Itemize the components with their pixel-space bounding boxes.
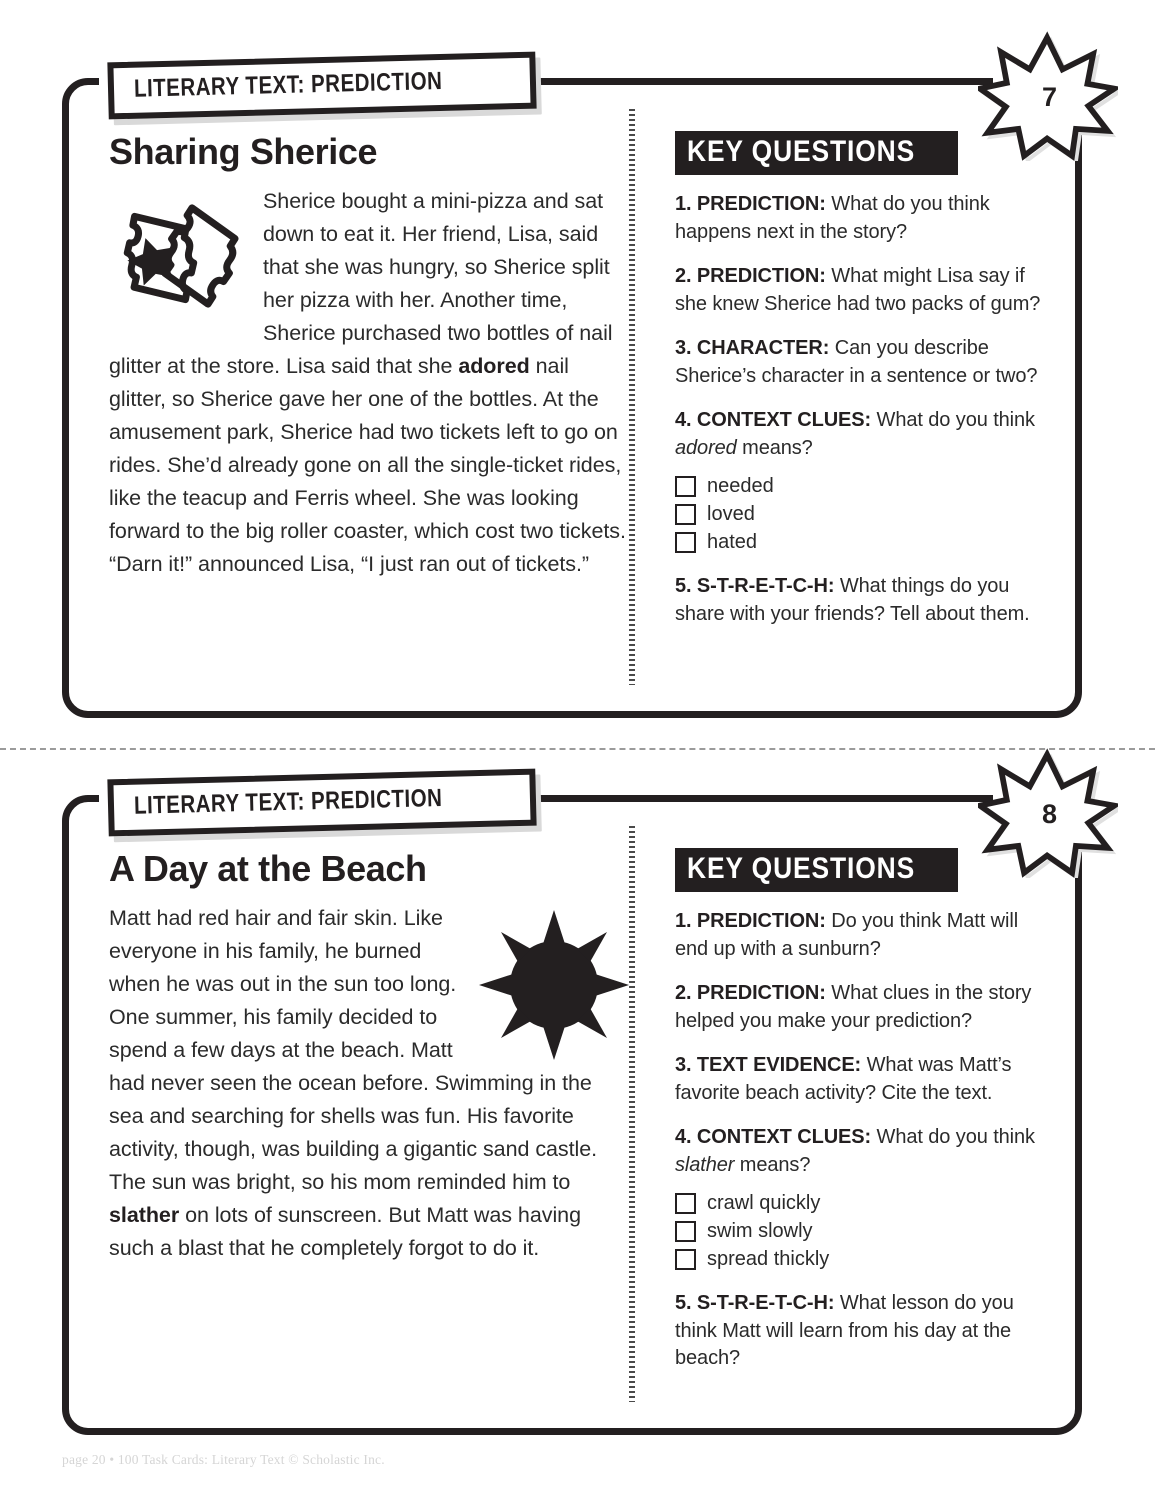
question-1-label: 1. PREDICTION: [675,910,826,932]
story-paragraph-1: Sherice bought a mini-pizza and sat down to eat it. Her friend, Lisa, said that she was hungry, so Sherice split her pizza with her. Another time, Sherice purchased two bottles of nail glitter at the store. Lisa said that she [109,189,613,378]
question-5-label: 5. S-T-R-E-T-C-H: [675,575,835,597]
card-number-badge [978,31,1118,161]
card-number: 7 [1041,81,1058,112]
question-1 [675,191,1055,246]
question-5-label: 5. S-T-R-E-T-C-H: [675,1292,835,1314]
card-number: 8 [1041,798,1058,829]
option-label: swim slowly [707,1220,813,1242]
story-paragraph-2: on lots of sunscreen. But Matt was having such a blast that he completely forgot to do it. [109,1203,581,1260]
question-1-text: What do you think happens next in the story? [675,193,990,243]
option-swim-slowly[interactable] [675,1218,1055,1245]
question-5-text: What lesson do you think Matt will learn from his day at the beach? [675,1292,1014,1369]
checkbox-icon[interactable] [675,1249,696,1270]
question-2-text: What might Lisa say if she knew Sherice had two packs of gum? [675,265,1041,315]
question-3-text: What was Matt’s favorite beach activity? Cite the text. [675,1054,1012,1104]
option-label: loved [707,503,755,525]
card-category-tab [107,769,536,837]
page-title: Sharing Sherice [109,131,378,172]
key-questions-header [675,848,958,892]
task-card-7 [62,78,1082,718]
option-label: spread thickly [707,1248,830,1270]
question-1 [675,908,1055,963]
question-5-text: What things do you share with your friends? Tell about them. [675,575,1030,625]
story-column [69,802,629,1428]
question-4-vocab-word: adored [675,436,737,459]
checkbox-icon[interactable] [675,532,696,553]
key-questions-label: KEY QUESTIONS [687,135,916,168]
question-4 [675,407,1055,462]
questions-column [635,802,1075,1428]
question-4-text-after: means? [736,436,813,459]
question-4-text-after: means? [734,1153,811,1176]
question-4-text: What do you think [871,1126,1035,1148]
page-footer: page 20 • 100 Task Cards: Literary Text © Scholastic Inc. [62,1452,385,1467]
question-3-text: Can you describe Sherice’s character in a sentence or two? [675,337,1038,387]
task-card-8 [62,795,1082,1435]
key-questions-label: KEY QUESTIONS [687,852,916,885]
option-label: crawl quickly [707,1192,821,1214]
question-4-label: 4. CONTEXT CLUES: [675,409,872,431]
question-2 [675,980,1055,1035]
question-3 [675,335,1055,390]
question-1-text: Do you think Matt will end up with a sunburn? [675,910,1019,960]
question-2-label: 2. PREDICTION: [675,265,826,287]
answer-options [675,1190,1055,1273]
tab-label-text: LITERARY TEXT: PREDICTION [133,66,443,103]
option-spread-thickly[interactable] [675,1246,1055,1273]
question-5 [675,573,1055,628]
story-column [69,85,629,711]
question-5 [675,1290,1055,1373]
option-label: needed [707,475,774,497]
tab-box [107,769,536,837]
option-loved[interactable] [675,501,1055,528]
answer-options [675,473,1055,556]
tab-label-text: LITERARY TEXT: PREDICTION [133,783,443,820]
card-category-tab [107,52,536,120]
tab-box [107,52,536,120]
tickets-icon [103,187,253,322]
story-vocab-word: adored [458,354,530,378]
question-3-label: 3. CHARACTER: [675,337,830,359]
checkbox-icon[interactable] [675,504,696,525]
story-vocab-word: slather [109,1203,180,1227]
question-2 [675,263,1055,318]
questions-column [635,85,1075,711]
option-hated[interactable] [675,529,1055,556]
sun-icon [479,910,629,1060]
key-questions-header [675,131,958,175]
question-4-text: What do you think [871,409,1035,431]
checkbox-icon[interactable] [675,1193,696,1214]
question-4-vocab-word: slather [675,1153,735,1176]
question-4-label: 4. CONTEXT CLUES: [675,1126,872,1148]
question-4 [675,1124,1055,1179]
card-number-badge [978,748,1118,878]
question-3-label: 3. TEXT EVIDENCE: [675,1054,862,1076]
option-needed[interactable] [675,473,1055,500]
story-paragraph-1: Matt had red hair and fair skin. Like everyone in his family, he burned when he was out in the sun too long. One summer, his family decided to spend a few days at the beach. Matt had never seen the ocean before. Swimming in the sea and searching for shells was fun. His favorite activity, though, was building a gigantic sand castle. The sun was bright, so his mom reminded him to [109,906,598,1194]
story-paragraph-2: nail glitter, so Sherice gave her one of the bottles. At the amusement park, Sherice had two tickets left to go on rides. She’d already gone on all the single-ticket rides, like the teacup and Ferris wheel. She was looking forward to the big roller coaster, which cost two tickets. “Darn it!” announced Lisa, “I just ran out of tickets.” [109,354,626,576]
question-2-label: 2. PREDICTION: [675,982,826,1004]
page-title: A Day at the Beach [109,848,427,889]
question-3 [675,1052,1055,1107]
option-crawl-quickly[interactable] [675,1190,1055,1217]
checkbox-icon[interactable] [675,476,696,497]
option-label: hated [707,531,758,553]
question-2-text: What clues in the story helped you make your prediction? [675,982,1032,1032]
question-1-label: 1. PREDICTION: [675,193,826,215]
checkbox-icon[interactable] [675,1221,696,1242]
